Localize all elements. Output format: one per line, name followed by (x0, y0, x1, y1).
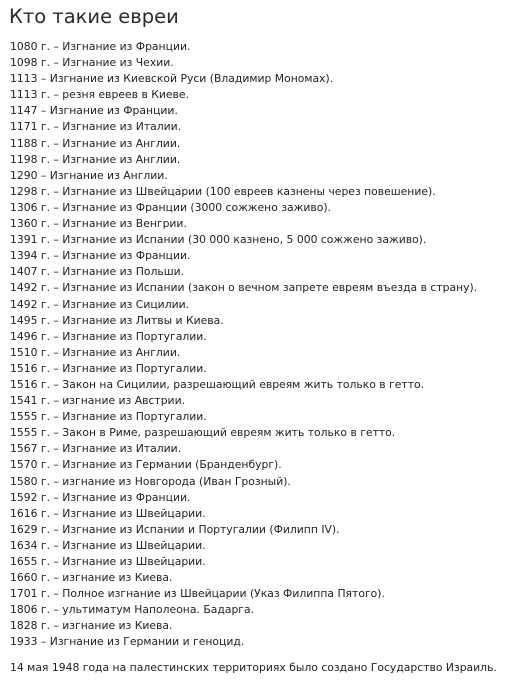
timeline-entry: 1171 г. – Изгнание из Италии. (10, 120, 182, 134)
timeline-entry: 1555 г. – Изгнание из Португалии. (10, 410, 207, 424)
timeline-entry: 1828 г. – изгнание из Киева. (10, 619, 173, 633)
timeline-entry: 1592 г. – Изгнание из Франции. (10, 490, 191, 504)
timeline-entry: 1360 г. – Изгнание из Венгрии. (10, 217, 187, 231)
timeline-entry: 1541 г. – изгнание из Австрии. (10, 394, 186, 408)
timeline-entry: 1394 г. – Изгнание из Франции. (10, 249, 191, 263)
timeline-entry: 1113 г. – резня евреев в Киеве. (10, 88, 189, 102)
timeline-entry: 1495 г. – Изгнание из Литвы и Киева. (10, 313, 224, 327)
timeline-entry: 1298 г. – Изгнание из Швейцарии (100 евреев казнены через повешение). (10, 184, 436, 198)
timeline-entry: 1567 г. – Изгнание из Италии. (10, 442, 182, 456)
timeline-entry: 1655 г. – Изгнание из Швейцарии. (10, 555, 206, 568)
timeline-entry: 1555 г. – Закон в Риме, разрешающий евреям жить только в гетто. (10, 426, 396, 440)
timeline-entry: 1634 г. – Изгнание из Швейцарии. (10, 538, 206, 552)
timeline-entry: 1701 г. – Полное изгнание из Швейцарии (Указ Филиппа Пятого). (10, 587, 385, 601)
timeline-entry: 1290 – Изгнание из Англии. (10, 168, 168, 182)
timeline-entry: 1188 г. – Изгнание из Англии. (10, 136, 181, 150)
timeline-entry: 1492 г. – Изгнание из Сицилии. (10, 297, 190, 311)
timeline-entry: 1407 г. – Изгнание из Польши. (10, 265, 185, 279)
timeline-entry: 1660 г. – изгнание из Киева. (10, 571, 173, 585)
timeline-entry: 1616 г. – Изгнание из Швейцарии. (10, 506, 206, 520)
timeline-entry: 1516 г. – Изгнание из Португалии. (10, 361, 207, 375)
timeline-entry: 1516 г. – Закон на Сицилии, разрешающий евреям жить только в гетто. (10, 377, 425, 391)
closing-note: 14 мая 1948 года на палестинских территориях было создано Государство Израиль. (10, 661, 497, 674)
article-title: Кто такие евреи (9, 5, 179, 28)
timeline-entry: 1580 г. – изгнание из Новгорода (Иван Грозный). (10, 474, 291, 488)
timeline-entry: 1496 г. – Изгнание из Португалии. (10, 329, 207, 343)
timeline-entry: 1113 – Изгнание из Киевской Руси (Владимир Мономах). (10, 72, 334, 86)
timeline-entry: 1080 г. – Изгнание из Франции. (10, 40, 191, 53)
timeline-entry: 1806 г. – ультиматум Наполеона. Бадарга. (10, 603, 255, 617)
timeline-entry: 1147 – Изгнание из Франции. (10, 104, 178, 118)
timeline-entry: 1391 г. – Изгнание из Испании (30 000 казнено, 5 000 сожжено заживо). (10, 233, 427, 247)
timeline-entry: 1629 г. – Изгнание из Испании и Португалии (Филипп IV). (10, 522, 340, 536)
timeline-entry: 1510 г. – Изгнание из Англии. (10, 345, 181, 359)
timeline-entry: 1492 г. – Изгнание из Испании (закон о вечном запрете евреям въезда в страну). (10, 281, 478, 295)
timeline-entry: 1933 – Изгнание из Германии и геноцид. (10, 635, 245, 649)
timeline-list (10, 39, 477, 651)
timeline-entry: 1098 г. – Изгнание из Чехии. (10, 56, 174, 70)
timeline-entry: 1306 г. – Изгнание из Франции (3000 сожжено заживо). (10, 200, 331, 214)
timeline-entry: 1570 г. – Изгнание из Германии (Бранденбург). (10, 458, 282, 472)
timeline-entry: 1198 г. – Изгнание из Англии. (10, 152, 181, 166)
